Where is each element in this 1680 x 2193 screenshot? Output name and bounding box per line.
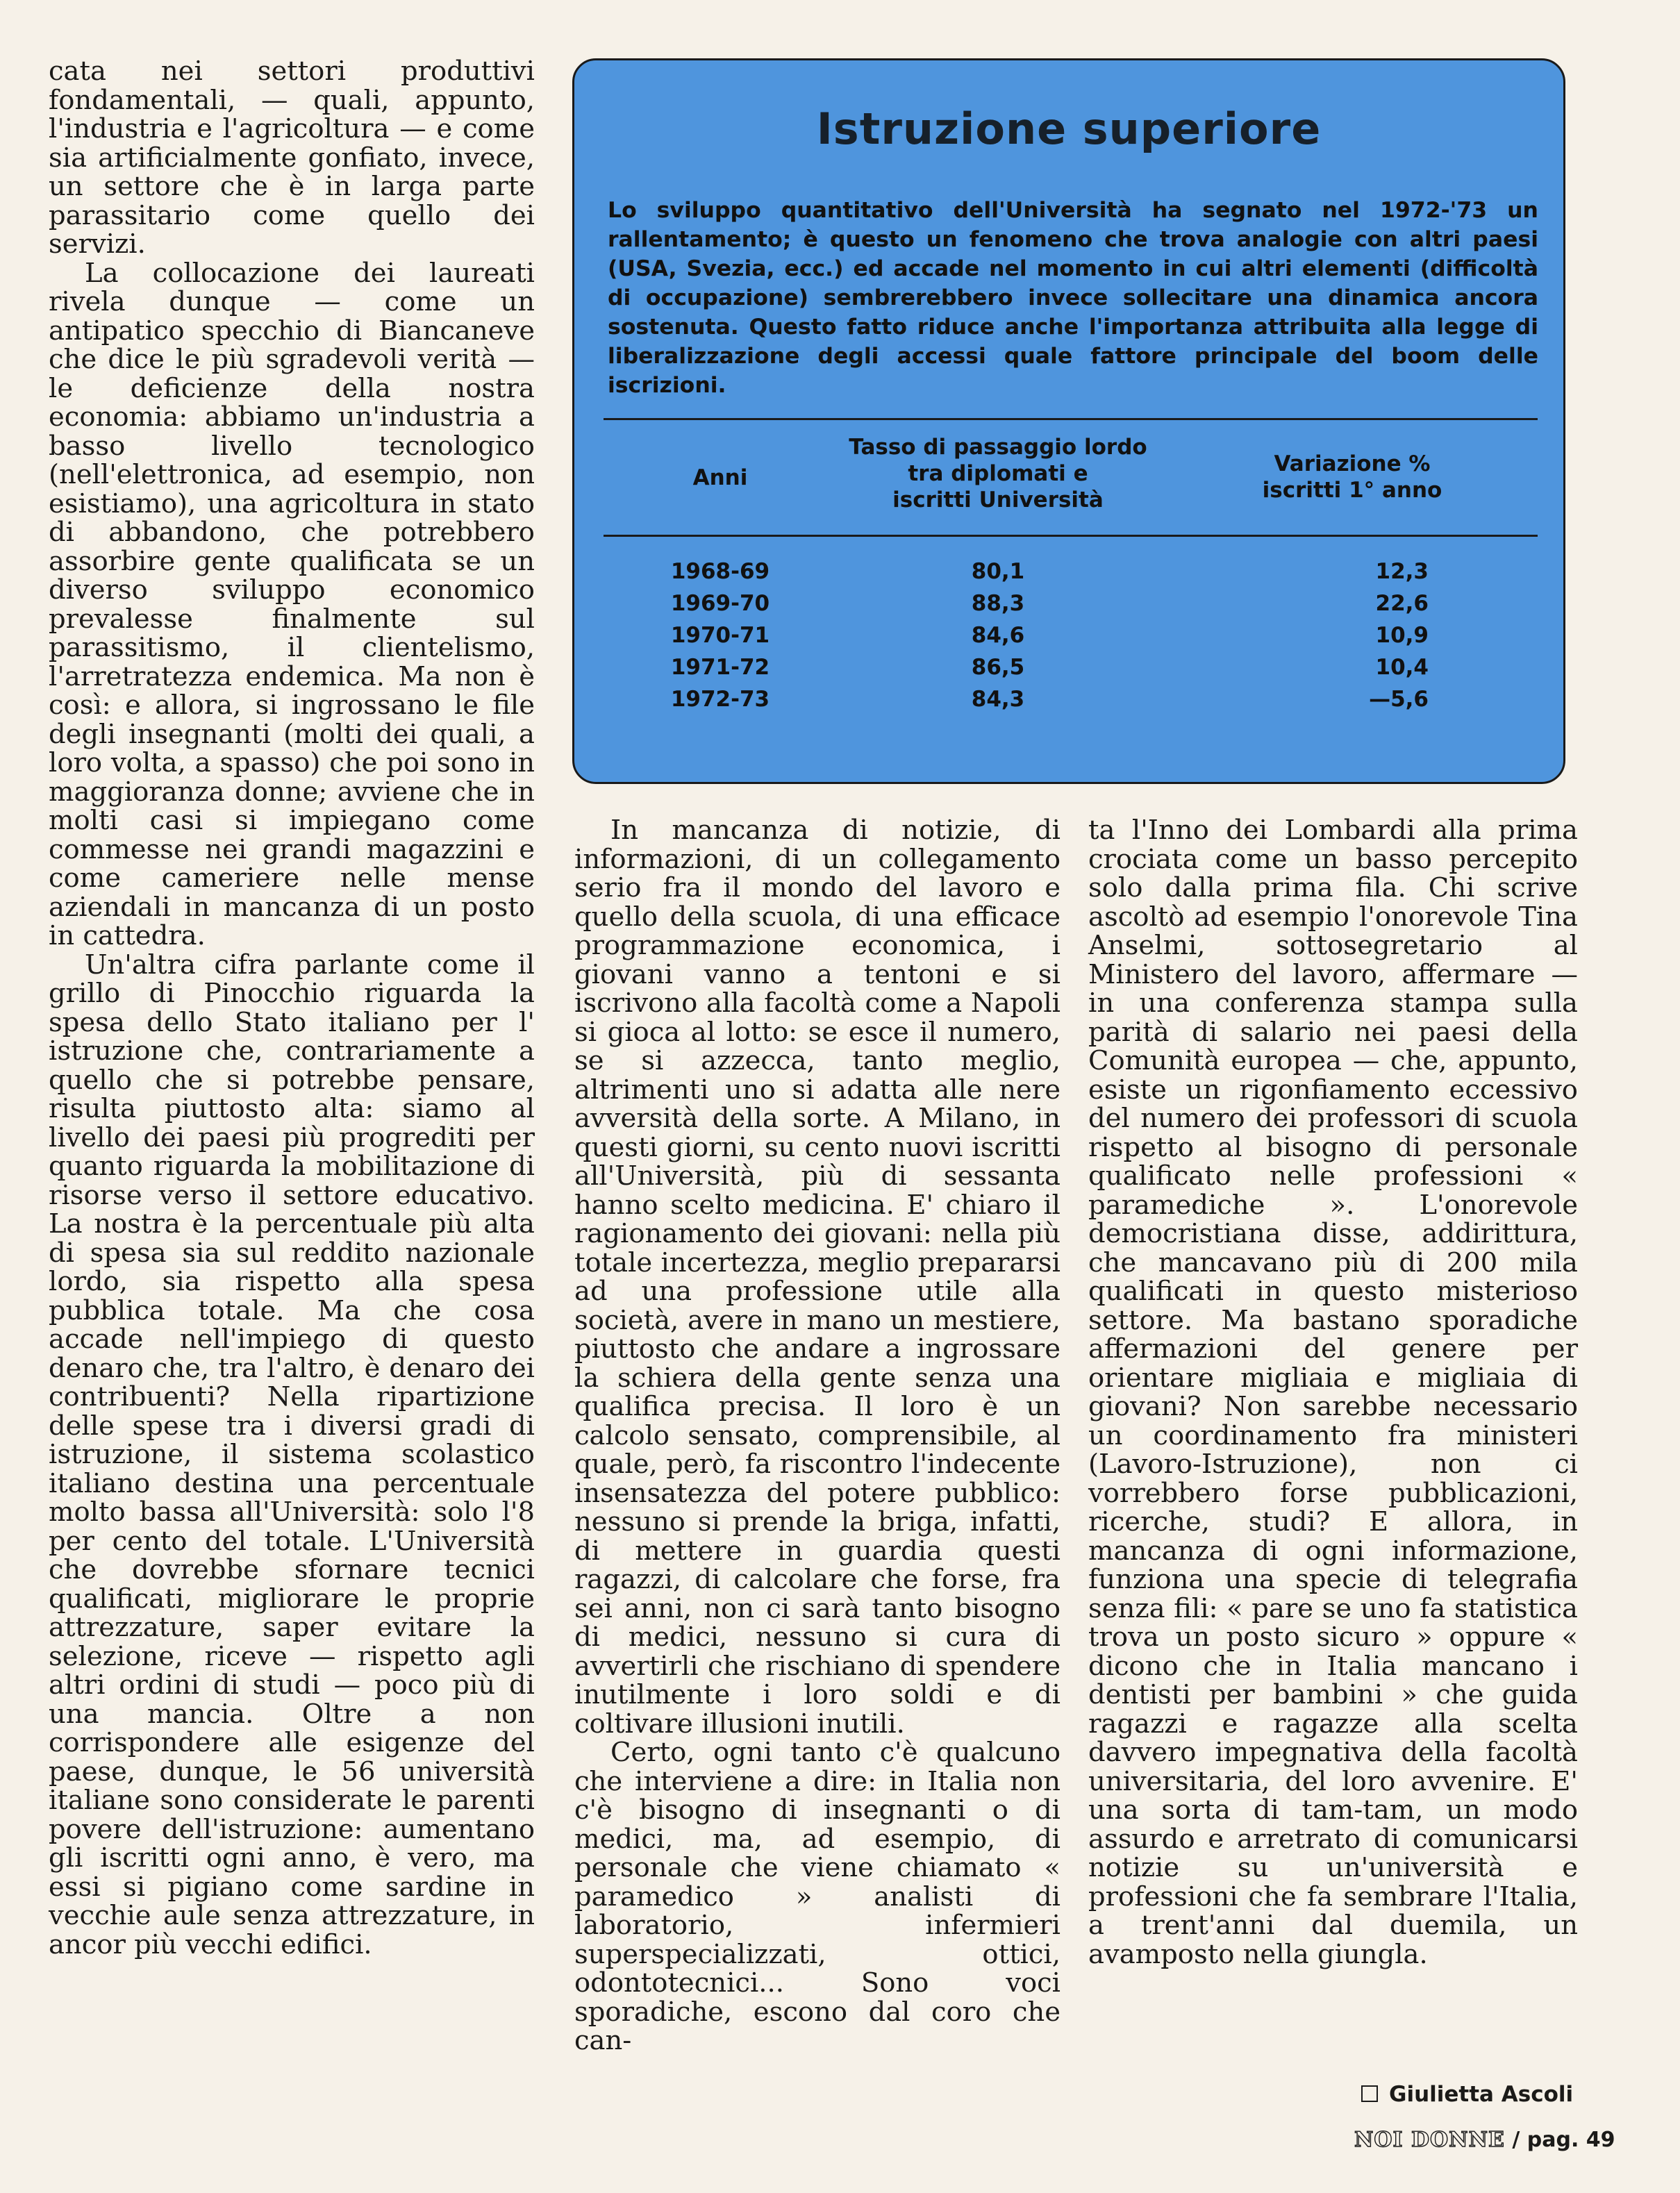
table-row bbox=[574, 655, 1563, 687]
cell-rate: 80,1 bbox=[971, 559, 1025, 584]
table-row bbox=[574, 687, 1563, 719]
cell-variation: 10,4 bbox=[1375, 655, 1429, 680]
author-name: Giulietta Ascoli bbox=[1389, 2082, 1574, 2107]
article-column-2 bbox=[574, 816, 1061, 2056]
cell-rate: 84,6 bbox=[971, 623, 1025, 648]
data-table bbox=[574, 559, 1563, 719]
table-header-year: Anni bbox=[692, 465, 748, 490]
box-title: Istruzione superiore bbox=[816, 103, 1322, 154]
author-signature bbox=[1361, 2082, 1573, 2107]
magazine-logo: NOI DONNE bbox=[1354, 2128, 1505, 2152]
cell-rate: 88,3 bbox=[971, 591, 1025, 616]
cell-variation: 22,6 bbox=[1375, 591, 1429, 616]
paragraph: ta l'Inno dei Lombardi alla prima crociata come un basso percepito solo dalla prima fila. Chi scrive ascoltò ad esempio l'onorevole Tina Anselmi, sottosegretario al Ministero del lavoro, affermare — in una conferenza stampa sulla parità di salario nei paesi della Comunità europea — che, appunto, esiste un rigonfiamento eccessivo del numero dei professori di scuola rispetto al bisogno di personale qualificato nelle professioni « paramediche ». L'onorevole democristiana disse, addirittura, che mancavano più di 200 mila qualificati in questo misterioso settore. Ma bastano sporadiche affermazioni del genere per orientare migliaia e migliaia di giovani? Non sarebbe necessario un coordinamento fra ministeri (Lavoro-Istruzione), non ci vorrebbero forse pubblicazioni, ricerche, studi? E allora, in mancanza di ogni informazione, funziona una specie di telegrafia senza fili: « pare se uno fa statistica trova un posto sicuro » oppure « dicono che in Italia mancano i dentisti per bambini » che guida ragazzi e ragazze alla scelta davvero impegnativa della facoltà universitaria, del loro avvenire. E' una sorta di tam-tam, un modo assurdo e arretrato di comunicarsi notizie su un'università e professioni che fa sembrare l'Italia, a trent'anni dal duemila, un avamposto nella giungla. bbox=[1088, 815, 1578, 1970]
page-footer bbox=[1354, 2128, 1615, 2152]
cell-rate: 86,5 bbox=[971, 655, 1025, 680]
box-intro-text: Lo sviluppo quantitativo dell'Università ha segnato nel 1972-'73 un rallentamento; è questo un fenomeno che trova analogie con altri paesi (USA, Svezia, ecc.) ed accade nel momento in cui altri elementi (difficoltà di occupazione) sembrerebbero invece sollecitare una dinamica ancora sostenuta. Questo fatto riduce anche l'importanza attribuita alla legge di liberalizzazione degli accessi quale fattore principale del boom delle iscrizioni. bbox=[608, 198, 1538, 398]
page-number: pag. 49 bbox=[1527, 2128, 1615, 2152]
cell-year: 1970-71 bbox=[670, 623, 770, 648]
article-column-3 bbox=[1088, 816, 1578, 1969]
paragraph: Un'altra cifra parlante come il grillo di Pinocchio riguarda la spesa dello Stato italiano per l' istruzione che, contrariamente a quello che si potrebbe pensare, risulta piuttosto alta: siamo al livello dei paesi più progrediti per quanto riguarda la mobilitazione di risorse verso il settore educativo. La nostra è la percentuale più alta di spesa sia sul reddito nazionale lordo, sia rispetto alla spesa pubblica totale. Ma che cosa accade nell'impiego di questo denaro che, tra l'altro, è denaro dei contribuenti? Nella ripartizione delle spese tra i diversi gradi di istruzione, il sistema scolastico italiano destina una percentuale molto bassa all'Università: solo l'8 per cento del totale. L'Università che dovrebbe sfornare tecnici qualificati, migliorare le proprie attrezzature, saper evitare la selezione, riceve — rispetto agli altri ordini di studi — poco più di una mancia. Oltre a non corrispondere alle esigenze del paese, dunque, le 56 università italiane sono considerate le parenti povere dell'istruzione: aumentano gli iscritti ogni anno, è vero, ma essi si pigiano come sardine in vecchie aule senza attrezzature, in ancor più vecchi edifici. bbox=[49, 949, 535, 1960]
table-rule-top bbox=[604, 418, 1538, 420]
cell-year: 1969-70 bbox=[670, 591, 770, 616]
article-column-1 bbox=[49, 57, 535, 1959]
table-header-rate-line: Tasso di passaggio lordo bbox=[849, 435, 1147, 460]
cell-variation: —5,6 bbox=[1369, 687, 1429, 712]
table-rule-header bbox=[604, 535, 1538, 537]
cell-year: 1971-72 bbox=[670, 655, 770, 680]
cell-variation: 10,9 bbox=[1375, 623, 1429, 648]
table-header-rate-line: tra diplomati e bbox=[908, 461, 1088, 486]
paragraph: La collocazione dei laureati rivela dunque — come un antipatico specchio di Biancaneve che dice le più sgradevoli verità — le deficienze della nostra economia: abbiamo un'industria a basso livello tecnologico (nell'elettronica, ad esempio, non esistiamo), una agricoltura in stato di abbandono, che potrebbero assorbire gente qualificata se un diverso sviluppo economico prevalesse finalmente sul parassitismo, il clientelismo, l'arretratezza endemica. Ma non è così: e allora, si ingrossano le file degli insegnanti (molti dei quali, a loro volta, a spasso) che poi sono in maggioranza donne; avviene che in molti casi si impiegano come commesse nei grandi magazzini e come cameriere nelle mense aziendali in mancanza di un posto in cattedra. bbox=[49, 257, 535, 951]
cell-year: 1972-73 bbox=[670, 687, 770, 712]
cell-variation: 12,3 bbox=[1375, 559, 1429, 584]
footer-separator: / bbox=[1512, 2128, 1520, 2152]
table-row bbox=[574, 559, 1563, 591]
table-row bbox=[574, 623, 1563, 655]
table-header-variation-line: iscritti 1° anno bbox=[1262, 478, 1442, 503]
paragraph: Certo, ogni tanto c'è qualcuno che interviene a dire: in Italia non c'è bisogno di insegnanti o di medici, ma, ad esempio, di personale che viene chiamato « paramedico » analisti di laboratorio, infermieri superspecializzati, ottici, odontotecnici... Sono voci sporadiche, escono dal coro che can- bbox=[574, 1737, 1061, 2056]
square-bullet-icon bbox=[1361, 2085, 1378, 2102]
table-header-rate-line: iscritti Università bbox=[892, 487, 1104, 512]
cell-year: 1968-69 bbox=[670, 559, 770, 584]
table-row bbox=[574, 591, 1563, 623]
paragraph: cata nei settori produttivi fondamentali, — quali, appunto, l'industria e l'agricoltura — e come sia artificialmente gonfiato, invece, un settore che è in larga parte parassitario come quello dei servizi. bbox=[49, 56, 535, 260]
info-box-istruzione-superiore bbox=[572, 58, 1565, 784]
paragraph: In mancanza di notizie, di informazioni, di un collegamento serio fra il mondo del lavoro e quello della scuola, di una efficace programmazione economica, i giovani vanno a tentoni e si iscrivono alla facoltà come a Napoli si gioca al lotto: se esce il numero, se si azzecca, tanto meglio, altrimenti uno si adatta alle nere avversità della sorte. A Milano, in questi giorni, su cento nuovi iscritti all'Università, più di sessanta hanno scelto medicina. E' chiaro il ragionamento dei giovani: nella più totale incertezza, meglio prepararsi ad una professione utile alla società, avere in mano un mestiere, piuttosto che andare a ingrossare la schiera della gente senza una qualifica precisa. Il loro è un calcolo sensato, comprensibile, al quale, però, fa riscontro l'indecente insensatezza del potere pubblico: nessuno si prende la briga, infatti, di mettere in guardia questi ragazzi, di calcolare che forse, fra sei anni, non ci sarà tanto bisogno di medici, nessuno si cura di avvertirli che rischiano di spendere inutilmente i loro soldi e di coltivare illusioni inutili. bbox=[574, 815, 1061, 1740]
table-header-rate bbox=[810, 434, 1186, 513]
table-header-variation-line: Variazione % bbox=[1274, 451, 1431, 476]
table-header-variation bbox=[1199, 451, 1505, 503]
cell-rate: 84,3 bbox=[971, 687, 1025, 712]
